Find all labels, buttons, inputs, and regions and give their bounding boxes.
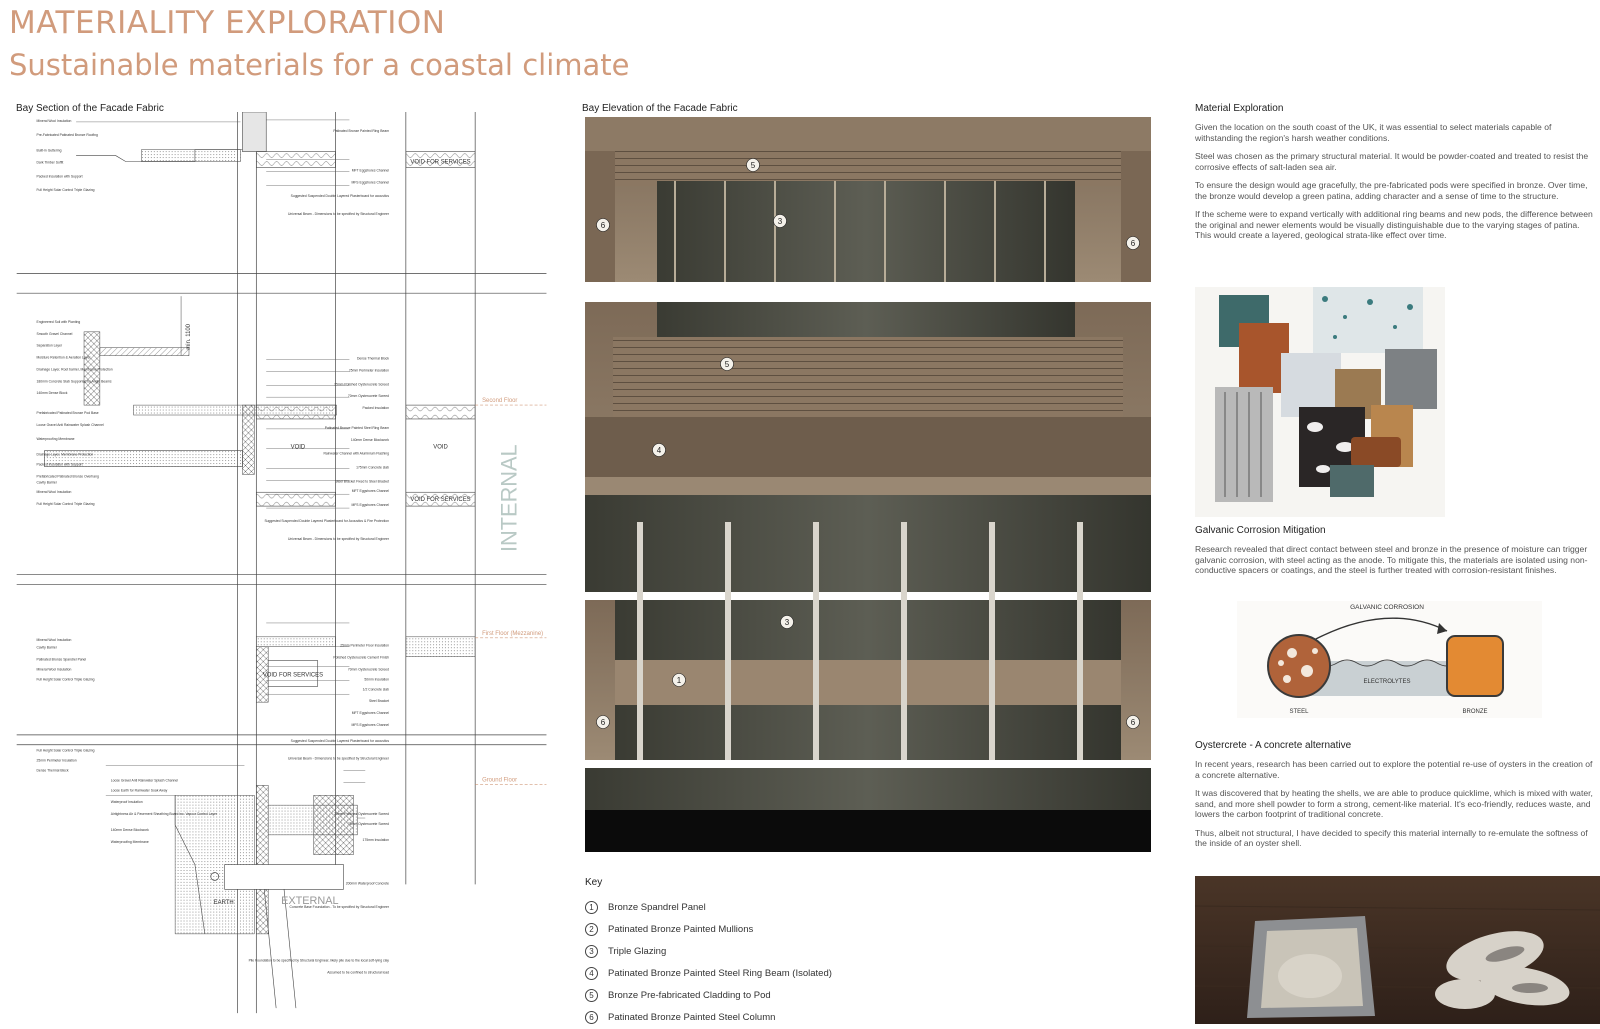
section-note-left: Full Height Solar Control Triple Glazing	[36, 748, 95, 753]
section-note-right: Steel Bracket Fixed to Steel Bracket	[335, 479, 390, 484]
key-item	[585, 940, 832, 962]
oyster-paragraph: It was discovered that by heating the shells, we are able to produce quicklime, which is mixed with water, sand, and more shell powder to form a strong, cement-like material. It's eco-friendly, reduces waste, and lowers the carbon footprint of traditional concrete.	[1195, 788, 1593, 819]
galvanic-corrosion-diagram	[1237, 601, 1542, 718]
section-note-left: Engineered Soil with Planting	[36, 319, 81, 324]
key-label: Triple Glazing	[608, 945, 667, 957]
section-note-right: 25mm Polished Oysterucrete Screed	[334, 812, 390, 817]
section-note-left: Cavity Barrier	[36, 645, 57, 650]
section-note-left: Airtightness Air & Pavement Sheathing Board inc. Vapour Control Layer	[110, 812, 218, 817]
elevation-marker	[597, 219, 610, 232]
section-note-left: Loose Gravel Anti Rainwater Splash Channel	[110, 778, 178, 783]
section-note-left: Loose Earth for Rainwater Soak Away	[110, 788, 168, 793]
section-note-right: Packed Insulation	[362, 406, 390, 411]
section-note-left: 180mm Concrete Slab Supported by Angle Beams	[36, 379, 112, 384]
section-note-right: 25mm Perimeter Insulation	[348, 368, 390, 373]
section-note-left: Pre-Fabricated Patinated Bronze Roofing	[36, 132, 98, 137]
section-note-right: Steel Bracket	[369, 699, 390, 704]
material-paragraph: To ensure the design would age gracefully, the pre-fabricated pods were specified in bronze. Over time, the bronze would develop a green patina, adding character and a sense of time to the structure.	[1195, 180, 1588, 201]
key-label: Patinated Bronze Painted Steel Column	[608, 1011, 776, 1023]
galvanic-title: GALVANIC CORROSION	[1350, 604, 1424, 611]
elevation-marker	[721, 358, 734, 371]
section-note-left: Prefabricated Patinated Bronze Pod Base	[36, 411, 99, 416]
section-note-right: 25mm Perimeter Floor Insulation	[340, 643, 390, 648]
key-label: Bronze Spandrel Panel	[608, 901, 706, 913]
key-label: Patinated Bronze Painted Mullions	[608, 923, 754, 935]
section-note-left: 25mm Perimeter Insulation	[36, 758, 77, 763]
key-item	[585, 918, 832, 940]
section-note-left: 140mm Dense Block	[36, 391, 68, 396]
key-item	[585, 896, 832, 918]
internal-label: INTERNAL	[496, 444, 522, 553]
section-note-left: 140mm Dense Blockwork	[110, 827, 149, 832]
key-item	[585, 962, 832, 984]
key-label: Patinated Bronze Painted Steel Ring Beam (Isolated)	[608, 967, 832, 979]
material-swatches-image	[1195, 287, 1445, 517]
key-number: 6	[585, 1011, 598, 1024]
section-note-left: Full Height Solar Control Triple Glazing	[36, 502, 95, 507]
void-label-1: VOID	[290, 444, 306, 451]
section-note-right: Patinated Bronze Painted Ring Beam	[333, 128, 390, 133]
key-number: 4	[585, 967, 598, 980]
elevation-marker	[747, 159, 760, 172]
key-number: 3	[585, 945, 598, 958]
page-title: MATERIALITY EXPLORATION	[9, 5, 446, 41]
section-note-right: MFS Eggshores Channel	[351, 722, 390, 727]
second-floor-label: Second Floor	[482, 398, 518, 405]
section-note-left: Drainage Layer, Root barrier, Membrane Protection	[36, 367, 113, 372]
key-number: 1	[585, 901, 598, 914]
elevation-marker	[774, 215, 787, 228]
section-note-left: Separation Layer	[36, 343, 63, 348]
section-note-left: Mineral Wool Insulation	[36, 118, 72, 123]
first-floor-label: First Floor (Mezzanine)	[482, 630, 544, 637]
section-note-left: Built-in Guttering	[36, 148, 62, 153]
key-number: 2	[585, 923, 598, 936]
material-heading: Material Exploration	[1195, 103, 1284, 114]
section-note-right: Assumed to be confined to structural load	[327, 970, 390, 975]
section-note-left: Moisture Retention & Aeration Layer	[36, 355, 91, 360]
section-note-left: Mineral Wool Insulation	[36, 667, 72, 672]
material-exploration-section	[1195, 103, 1595, 249]
section-note-right: Pile Foundation to be specified by Structural Engineer, likely pile due to the local soft-lying clay	[248, 958, 390, 963]
key-number: 5	[585, 989, 598, 1002]
section-note-left: Loose Gravel Anti Rainwater Splash Channel	[36, 422, 104, 427]
bronze-label: BRONZE	[1462, 709, 1488, 715]
galvanic-paragraph: Research revealed that direct contact between steel and bronze in the presence of moisture can trigger galvanic corrosion, with steel acting as the anode. To mitigate this, the materials are isolated using non-conductive spacers or coatings, and the steel is further treated with corrosion-resistant finishes.	[1195, 544, 1588, 575]
material-paragraph: Given the location on the south coast of the UK, it was essential to select materials capable of withstanding the region's harsh weather conditions.	[1195, 122, 1552, 143]
section-note-right: 70mm Oysterucrete Screed	[347, 667, 390, 672]
section-note-right: 70mm Oysterucrete Screed	[347, 821, 390, 826]
section-note-left: Dark Timber Soffit	[36, 160, 64, 165]
void-label-2: VOID	[433, 444, 448, 451]
svg-text:3: 3	[784, 618, 790, 627]
section-note-right: MFT Eggshores Channel	[351, 489, 390, 494]
material-paragraph: Steel was chosen as the primary structural material. It would be powder-coated and treated to resist the corrosive effects of salt-laden sea air.	[1195, 151, 1589, 172]
oyster-paragraph: Thus, albeit not structural, I have decided to specify this material internally to re-emulate the softness of the inside of an oyster shell.	[1195, 827, 1588, 848]
section-note-right: Universal Beam - Dimensions to be specified by Structural Engineer	[287, 756, 390, 761]
oystercrete-photo	[1195, 876, 1600, 1024]
section-note-left: Patinated Bronze Spandrel Panel	[36, 657, 87, 662]
section-note-left: Mineral Wool Insulation	[36, 637, 72, 642]
elevation-marker	[653, 444, 666, 457]
oystercrete-section	[1195, 740, 1595, 857]
key-title: Key	[585, 877, 603, 888]
key-item	[585, 1006, 832, 1028]
section-note-right: Patinated Bronze Painted Steel Ring Beam	[324, 425, 390, 430]
steel-label: STEEL	[1289, 709, 1309, 715]
void-services-label-3: VOID FOR SERVICES	[262, 672, 324, 679]
svg-text:5: 5	[724, 360, 730, 369]
section-note-right: MFT Eggshores Channel	[351, 168, 390, 173]
elevation-marker	[781, 616, 794, 629]
electrolytes-label: ELECTROLYTES	[1363, 679, 1411, 685]
elevation-marker	[1127, 716, 1140, 729]
galvanic-section	[1195, 525, 1595, 584]
section-note-right: 200mm Waterproof Concrete	[345, 881, 390, 886]
section-note-left: Cavity Barrier	[36, 480, 57, 485]
bay-elevation-drawing	[585, 117, 1151, 852]
section-note-right: 50mm Insulation	[364, 677, 390, 682]
section-note-right: Suggested Suspended Double Layered Plasterboard for Acoustics & Fire Protection	[264, 518, 390, 523]
section-note-right: 25mm Polished Oysterucrete Screed	[334, 382, 390, 387]
section-note-left: Packed Insulation with Support	[36, 174, 83, 179]
oyster-heading: Oystercrete - A concrete alternative	[1195, 740, 1352, 751]
section-note-left: Full Height Solar Control Triple Glazing	[36, 188, 95, 193]
section-note-left: Packed Insulation with Support	[36, 462, 83, 467]
svg-text:5: 5	[750, 161, 756, 170]
section-note-left: Mineral Wool Insulation	[36, 490, 72, 495]
key-list	[585, 896, 832, 1028]
svg-text:6: 6	[1130, 718, 1136, 727]
section-note-right: 70mm Oysterucrete Screed	[347, 394, 390, 399]
section-note-right: Universal Beam - Dimensions to be specified by Structural Engineer	[287, 536, 390, 541]
section-note-right: Universal Beam - Dimensions to be specified by Structural Engineer	[287, 211, 390, 216]
key-item	[585, 984, 832, 1006]
section-note-right: MFS Eggshores Channel	[351, 180, 390, 185]
section-note-right: Suggested Suspended Double Layered Plasterboard for acoustics	[290, 194, 390, 199]
section-note-right: Dense Thermal Block	[356, 356, 390, 361]
section-note-right: 175mm Insulation	[362, 837, 390, 842]
section-note-right: 1/2 Concrete slab	[362, 687, 390, 692]
oyster-paragraph: In recent years, research has been carried out to explore the potential re-use of oysters in the creation of a concrete alternative.	[1195, 759, 1593, 780]
elevation-marker	[1127, 237, 1140, 250]
material-paragraph: If the scheme were to expand vertically with additional ring beams and new pods, the difference between the original and newer elements would be visually distinguishable due to the varying stages of patina. This would create a layered, geological strata-like effect over time.	[1195, 209, 1593, 240]
section-note-left: Full Height Solar Control Triple Glazing	[36, 677, 95, 682]
section-note-left: Drainage Layer, Membrane Protection	[36, 452, 94, 457]
section-note-right: Polished Oysterucrete Cement Finish	[333, 655, 390, 660]
section-heading: Bay Section of the Facade Fabric	[16, 103, 164, 114]
void-services-label-2: VOID FOR SERVICES	[410, 497, 471, 504]
section-note-left: Smooth Gravel Channel	[36, 331, 73, 336]
galvanic-heading: Galvanic Corrosion Mitigation	[1195, 525, 1326, 536]
section-note-right: 175mm Concrete slab	[356, 465, 390, 470]
key-label: Bronze Pre-fabricated Cladding to Pod	[608, 989, 771, 1001]
dimension-label: min. 1100	[185, 324, 192, 350]
section-note-left: Waterproofing Membrane	[110, 839, 149, 844]
section-note-right: Rainwater Channel with Aluminium Flashing	[323, 451, 390, 456]
elevation-heading: Bay Elevation of the Facade Fabric	[582, 103, 738, 114]
svg-text:6: 6	[600, 718, 606, 727]
bay-section-drawing	[14, 112, 564, 1023]
section-note-right: 140mm Dense Blockwork	[350, 437, 390, 442]
earth-label: EARTH	[213, 900, 234, 907]
section-note-right: MFT Eggshores Channel	[351, 711, 390, 716]
section-note-right: Concrete Base Foundation - To be specified by Structural Engineer	[289, 905, 390, 910]
svg-text:6: 6	[1130, 239, 1136, 248]
svg-text:3: 3	[777, 217, 783, 226]
external-label: EXTERNAL	[281, 895, 339, 908]
svg-text:4: 4	[656, 446, 662, 455]
section-note-left: Waterproofing Membrane	[36, 436, 75, 441]
void-services-label-1: VOID FOR SERVICES	[410, 159, 471, 166]
elevation-marker	[597, 716, 610, 729]
section-note-right: MFS Eggshores Channel	[351, 503, 390, 508]
section-note-left: Dense Thermal Block	[36, 768, 69, 773]
page-subtitle: Sustainable materials for a coastal climate	[9, 48, 630, 82]
ground-floor-label: Ground Floor	[482, 777, 518, 784]
svg-text:1: 1	[676, 676, 682, 685]
section-note-right: Suggested Suspended Double Layered Plasterboard for acoustics	[290, 738, 390, 743]
elevation-marker	[673, 674, 686, 687]
svg-text:6: 6	[600, 221, 606, 230]
section-note-left: Prefabricated Patinated Bronze Overhang	[36, 474, 99, 479]
section-note-left: Waterproof Insulation	[110, 800, 143, 805]
